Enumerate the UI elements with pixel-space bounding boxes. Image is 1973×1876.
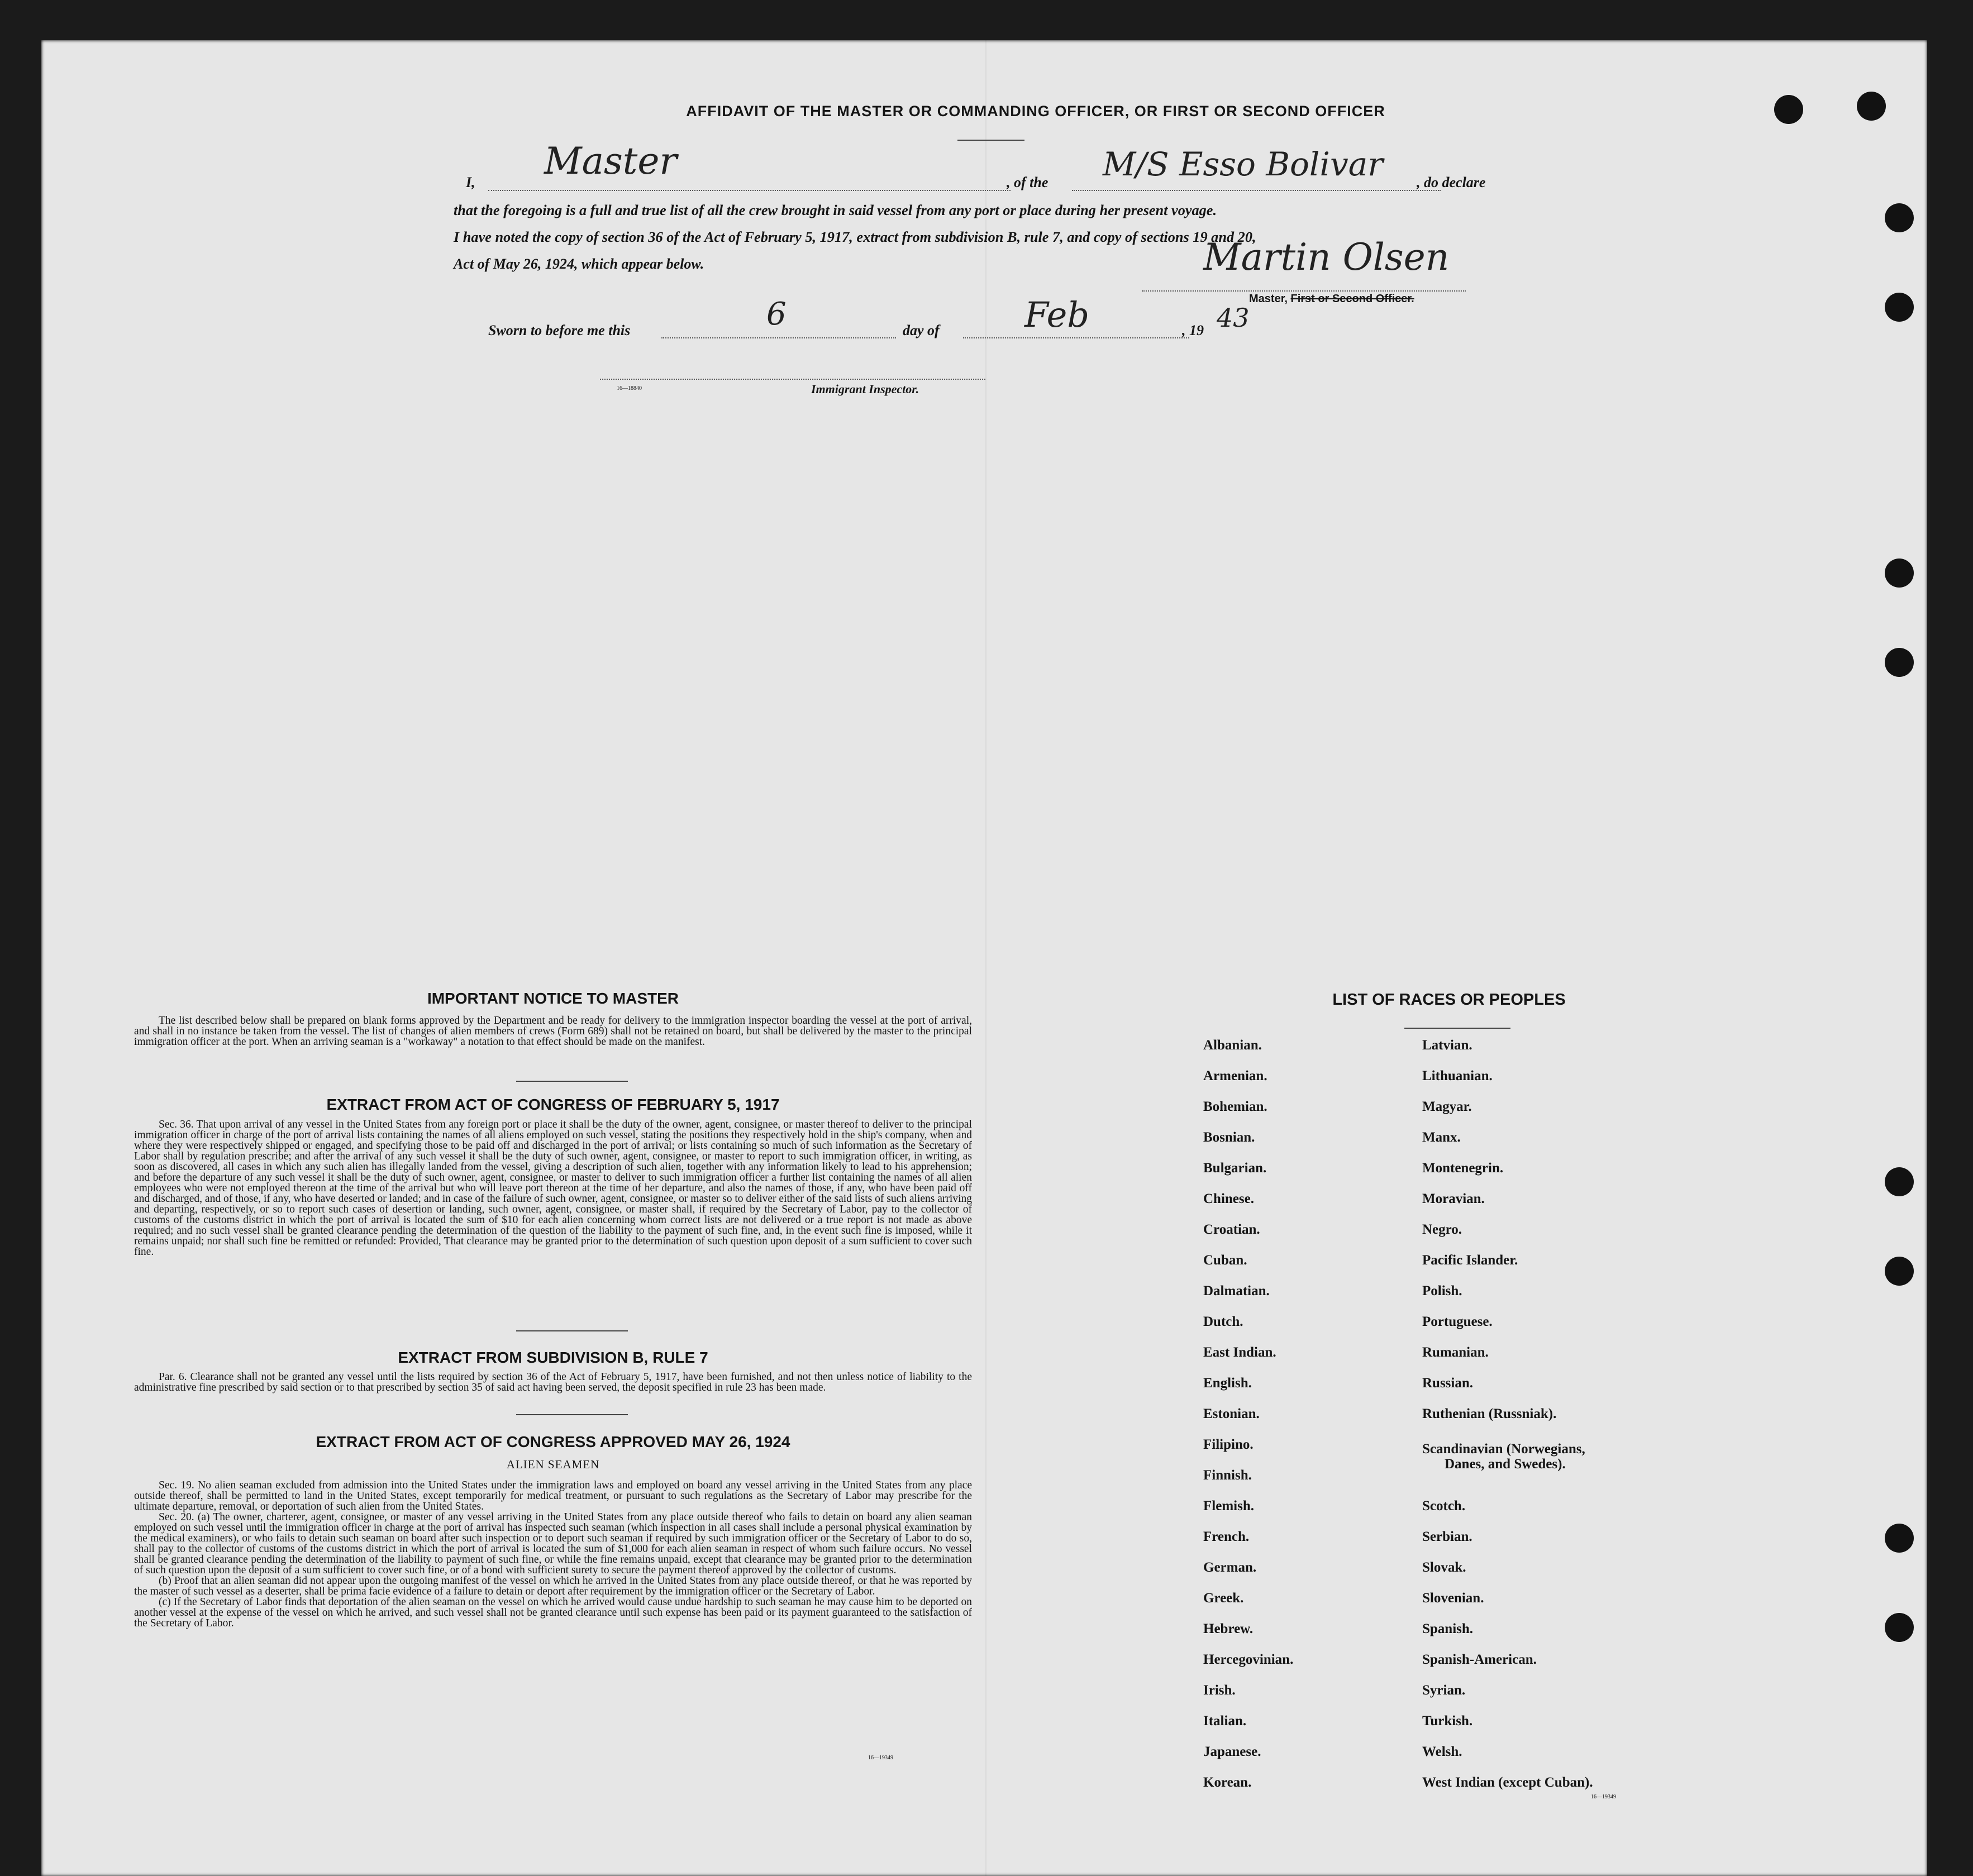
race-item: Turkish. — [1422, 1713, 1473, 1729]
subdivision-b-title: EXTRACT FROM SUBDIVISION B, RULE 7 — [398, 1349, 708, 1366]
race-item: Bohemian. — [1203, 1099, 1267, 1114]
subdivision-b-text: Par. 6. Clearance shall not be granted any vessel until the lists required by section 36 of the Act of February 5, 1917, have been furnished, and not then unless notice of liability to the administrative fine prescribed by said section or to that prescribed by section 35 of said act having been served, the deposit specified in rule 23 has been made. — [134, 1371, 972, 1393]
race-item: Negro. — [1422, 1222, 1462, 1237]
race-item: Hercegovinian. — [1203, 1652, 1294, 1667]
race-item: Finnish. — [1203, 1468, 1252, 1483]
affidavit-line-3: Act of May 26, 1924, which appear below. — [454, 256, 704, 272]
race-item: Spanish-American. — [1422, 1652, 1537, 1667]
race-item: Hebrew. — [1203, 1621, 1254, 1636]
races-title: LIST OF RACES OR PEOPLES — [1332, 991, 1566, 1009]
vessel-value: M/S Esso Bolivar — [1103, 145, 1384, 183]
master-value: Master — [544, 140, 677, 183]
affidavit-line-2: I have noted the copy of section 36 of the Act of February 5, 1917, extract from subdivision B, rule 7, and copy of sections 19 and 20, — [454, 229, 1256, 245]
divider — [516, 1414, 628, 1415]
day-of-label: day of — [903, 322, 940, 338]
extract-1924-text — [134, 1480, 972, 1629]
master-caption-text: Master, — [1249, 293, 1288, 305]
race-item: Albanian. — [1203, 1038, 1262, 1053]
divider — [1404, 1028, 1510, 1029]
race-item: Irish. — [1203, 1683, 1236, 1698]
race-item: Korean. — [1203, 1775, 1252, 1790]
race-item: Portuguese. — [1422, 1314, 1493, 1329]
race-item: Pacific Islander. — [1422, 1253, 1518, 1268]
i-label: I, — [466, 174, 475, 190]
master-caption — [1249, 293, 1414, 305]
form-page — [41, 40, 1927, 1876]
declare-label: , do declare — [1417, 174, 1486, 190]
race-item: Scandinavian (Norwegians, — [1422, 1441, 1585, 1457]
signature-line — [1142, 290, 1466, 292]
day-value: 6 — [766, 296, 787, 332]
race-item: Greek. — [1203, 1591, 1244, 1606]
year-value: 43 — [1217, 303, 1250, 333]
punch-hole-icon — [1885, 293, 1914, 322]
race-item: German. — [1203, 1560, 1257, 1575]
form-number: 16—18840 — [617, 385, 642, 392]
race-item: Croatian. — [1203, 1222, 1260, 1237]
race-item: Japanese. — [1203, 1744, 1261, 1759]
race-item: Syrian. — [1422, 1683, 1466, 1698]
sworn-label: Sworn to before me this — [488, 322, 631, 338]
punch-hole-icon — [1885, 1613, 1914, 1642]
race-item: Scotch. — [1422, 1498, 1466, 1514]
inspector-line — [600, 379, 985, 380]
struck-caption-text: First or Second Officer. — [1290, 293, 1414, 305]
divider — [516, 1081, 628, 1082]
race-item: French. — [1203, 1529, 1250, 1544]
sec-20b-text: (b) Proof that an alien seaman did not appear upon the outgoing manifest of the vessel on which he arrived in the United States from any place outside thereof, or that he was reported by the master of such vessel as a deserter, shall be prima facie evidence of a failure to detain or deport after requirement by the immigration officer or the Secretary of Labor. — [134, 1575, 972, 1597]
race-item: Italian. — [1203, 1713, 1247, 1729]
race-item: Serbian. — [1422, 1529, 1472, 1544]
affidavit-title: AFFIDAVIT OF THE MASTER OR COMMANDING OFFICER, OR FIRST OR SECOND OFFICER — [686, 103, 1385, 120]
sec-20c-text: (c) If the Secretary of Labor finds that deportation of the alien seaman on the vessel on which he arrived would cause undue hardship to such seaman he may cause him to be deported on another vessel at the expense of the vessel on which he arrived, and such vessel shall not be granted clearance until such expense has been paid or its payment guaranteed to the satisfaction of the Secretary of Labor. — [134, 1596, 972, 1629]
month-value: Feb — [1024, 294, 1090, 335]
punch-hole-icon — [1885, 1524, 1914, 1553]
race-item: Magyar. — [1422, 1099, 1472, 1114]
race-item: Filipino. — [1203, 1437, 1254, 1452]
race-item: Dutch. — [1203, 1314, 1243, 1329]
race-item: West Indian (except Cuban). — [1422, 1775, 1593, 1790]
extract-1924-title: EXTRACT FROM ACT OF CONGRESS APPROVED MAY 26, 1924 — [316, 1433, 790, 1450]
affidavit-line-1: that the foregoing is a full and true list of all the crew brought in said vessel from any port or place during her present voyage. — [454, 202, 1217, 218]
race-item: Slovenian. — [1422, 1591, 1484, 1606]
divider — [957, 140, 1024, 141]
race-item: Montenegrin. — [1422, 1161, 1504, 1176]
punch-hole-icon — [1885, 558, 1914, 588]
race-item: Moravian. — [1422, 1191, 1485, 1206]
race-item: Polish. — [1422, 1283, 1462, 1299]
race-item: Bosnian. — [1203, 1130, 1255, 1145]
race-item: Welsh. — [1422, 1744, 1462, 1759]
race-item: Latvian. — [1422, 1038, 1472, 1053]
race-item: Flemish. — [1203, 1498, 1254, 1514]
extract-1917-title: EXTRACT FROM ACT OF CONGRESS OF FEBRUARY 5, 1917 — [326, 1096, 780, 1113]
race-item: Manx. — [1422, 1130, 1461, 1145]
master-line — [488, 190, 1011, 191]
punch-hole-icon — [1774, 95, 1803, 124]
race-item: Rumanian. — [1422, 1345, 1489, 1360]
vessel-line — [1072, 190, 1441, 191]
alien-seamen-subtitle: ALIEN SEAMEN — [506, 1458, 600, 1471]
race-item: Cuban. — [1203, 1253, 1247, 1268]
of-the-label: , of the — [1007, 174, 1049, 190]
inspector-caption: Immigrant Inspector. — [811, 382, 919, 396]
punch-hole-icon — [1857, 92, 1886, 121]
race-item: Slovak. — [1422, 1560, 1466, 1575]
divider — [516, 1330, 628, 1331]
race-item: Lithuanian. — [1422, 1068, 1493, 1083]
punch-hole-icon — [1885, 648, 1914, 677]
race-item: Armenian. — [1203, 1068, 1267, 1083]
sec-20a-text: Sec. 20. (a) The owner, charterer, agent, consignee, or master of any vessel arriving in the United States from any place outside thereof who fails to detain on board any alien seaman employed on such vessel until the immigration officer in charge at the port of arrival has inspected such seaman (which inspection in all cases shall include a personal physical examination by the medical examiners), or who fails to detain such seaman on board after such inspection or to deport such seaman if required by such immigration officer or the Secretary of Labor to do so, shall pay to the collector of customs of the customs district in which the port of arrival is located the sum of $1,000 for each alien seaman in respect of whom such failure occurs. No vessel shall be granted clearance pending the determination of the liability to payment of such fine, or while the fine remains unpaid, except that clearance may be granted prior to the determination of such question upon the deposit of a sum sufficient to cover such fine, or of a bond with sufficient surety to secure the payment thereof approved by the collector of customs. — [134, 1511, 972, 1576]
form-number: 16—19349 — [1591, 1794, 1616, 1800]
master-signature: Martin Olsen — [1203, 236, 1450, 279]
race-item: Estonian. — [1203, 1406, 1260, 1421]
punch-hole-icon — [1885, 203, 1914, 232]
punch-hole-icon — [1885, 1257, 1914, 1286]
races-left-column — [1203, 1038, 1293, 1806]
punch-hole-icon — [1885, 1167, 1914, 1196]
sec-19-text: Sec. 19. No alien seaman excluded from admission into the United States under the immigration laws and employed on board any vessel arriving in the United States from any place outside thereof, shall be permitted to land in the United States, except temporarily for medical treatment, or pursuant to such regulations as the Secretary of Labor may prescribe for the ultimate departure, removal, or deportation of such alien from the United States. — [134, 1479, 972, 1512]
year-prefix: , 19 — [1182, 322, 1204, 338]
day-line — [661, 337, 896, 338]
notice-title: IMPORTANT NOTICE TO MASTER — [427, 990, 679, 1007]
form-number: 16—19349 — [868, 1755, 893, 1761]
notice-text: The list described below shall be prepared on blank forms approved by the Department and be ready for delivery to the immigration inspector boarding the vessel at the port of arrival, and shall in no instance be taken from the vessel. The list of changes of alien members of crews (Form 689) shall not be retained on board, but shall be delivered by the master to the principal immigration officer at the port. When an arriving seaman is a "workaway" a notation to that effect should be made on the manifest. — [134, 1015, 972, 1048]
race-item: English. — [1203, 1376, 1252, 1391]
month-line — [963, 337, 1189, 338]
race-item: Spanish. — [1422, 1621, 1474, 1636]
race-item: Russian. — [1422, 1376, 1474, 1391]
races-right-column — [1422, 1038, 1593, 1806]
race-item: Dalmatian. — [1203, 1283, 1270, 1299]
race-item: Chinese. — [1203, 1191, 1254, 1206]
race-item: Ruthenian (Russniak). — [1422, 1406, 1557, 1421]
race-item: Bulgarian. — [1203, 1161, 1267, 1176]
race-item: East Indian. — [1203, 1345, 1276, 1360]
race-item: Danes, and Swedes). — [1445, 1457, 1566, 1472]
extract-1917-text: Sec. 36. That upon arrival of any vessel in the United States from any foreign port or place it shall be the duty of the owner, agent, consignee, or master thereof to deliver to the principal immigration officer in charge of the port of arrival lists containing the names of all aliens employed on such vessel, stating the positions they respectively hold in the ship's company, when and where they were respectively shipped or engaged, and specifying those to be paid off and discharged in the port of arrival; or lists containing so much of such information as the Secretary of Labor shall by regulation prescribe; and after the arrival of any such vessel it shall be the duty of such owner, agent, consignee, or master to report to such immigration officer, in writing, as soon as discovered, all cases in which any such alien has illegally landed from the vessel, giving a description of such alien, together with any information likely to lead to his apprehension; and before the departure of any such vessel it shall be the duty of such owner, agent, consignee, or master to deliver to such immigration officer a further list containing the names of all alien employees who were not employed thereon at the time of the arrival but who will leave port thereon at the time of her departure, and also the names of those, if any, who have been paid off and discharged, and of those, if any, who have deserted or landed; and in case of the failure of such owner, agent, consignee, or master so to deliver either of the said lists of such aliens arriving and departing, respectively, or so to report such cases of desertion or landing, such owner, agent, consignee, or master shall, if required by the Secretary of Labor, pay to the collector of customs of the customs district in which the port of arrival is located the sum of $10 for each alien concerning whom correct lists are not delivered or a true report is not made as above required; and no such vessel shall be granted clearance pending the determination of the question of the liability to the payment of such fine, and, in the event such fine is imposed, while it remains unpaid; nor shall such fine be remitted or refunded: Provided, That clearance may be granted prior to the determination of such question upon deposit of a sum sufficient to cover such fine. — [134, 1119, 972, 1258]
